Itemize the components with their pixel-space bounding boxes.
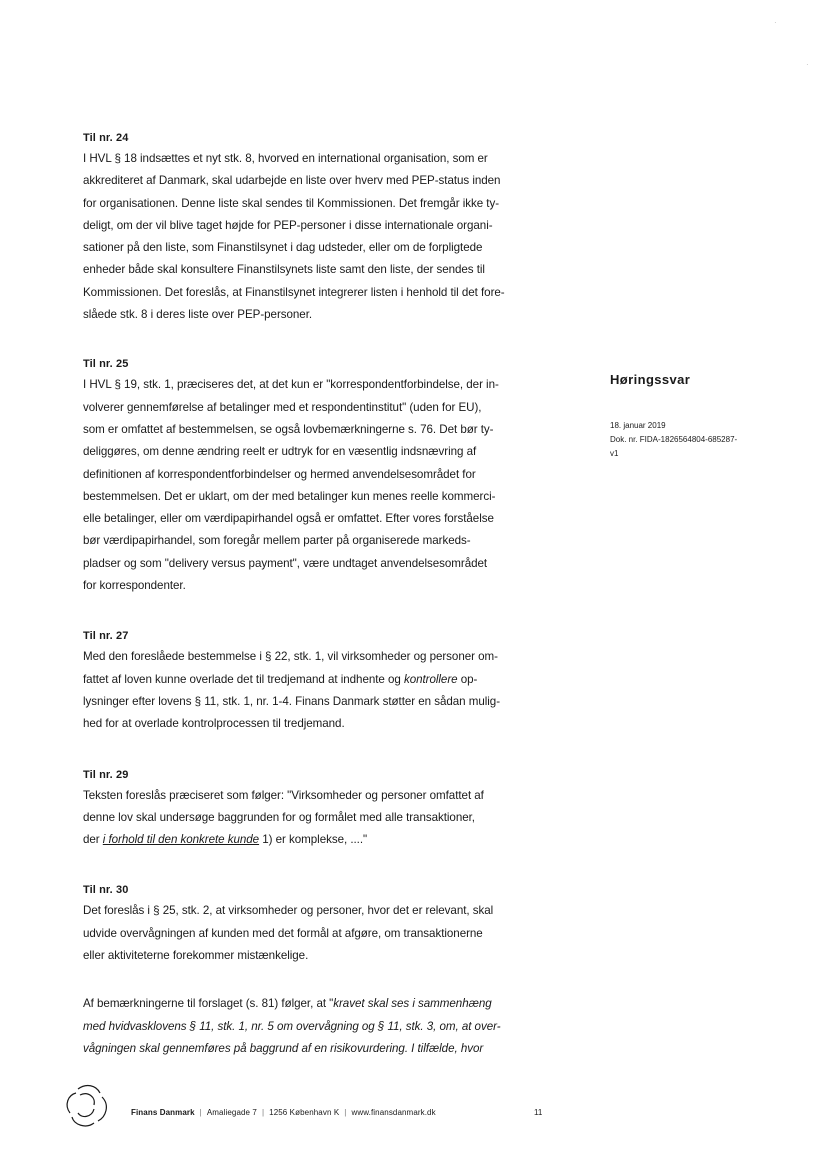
document-type-title: Høringssvar — [610, 372, 691, 387]
document-version: v1 — [610, 449, 619, 458]
footer-city: 1256 København K — [269, 1108, 340, 1117]
footer-brand: Finans Danmark — [131, 1108, 195, 1117]
section-til-nr-30 — [83, 882, 558, 967]
footer-address: Amaliegade 7 — [206, 1108, 257, 1117]
section-til-nr-24 — [83, 130, 558, 326]
footer-website-link[interactable]: www.finansdanmark.dk — [351, 1108, 436, 1117]
section-heading: Til nr. 30 — [83, 884, 129, 897]
section-body: Af bemærkningerne til forslaget (s. 81) følger, at "kravet skal ses i sammenhæng med hvidvasklovens § 11, stk. 1, nr. 5 om overvågning og § 11, stk. 3, om, at over- vågningen skal gennemføres på baggrund af en risikovurdering. I tilfælde, hvor — [83, 997, 501, 1055]
section-body: I HVL § 19, stk. 1, præciseres det, at det kun er "korrespondentforbindelse, der in- volverer gennemførelse af betalinger med et respondentinstitut" (uden for EU), som er omfattet af bestemmelsen, se også lovbemærkningerne s. 76. Det bør ty- deliggøres, om denne ændring reelt er udtryk for en væsentlig indsnævring af definitionen af korrespondentforbindelser og hermed anvendelsesområdet for bestemmelsen. Det er uklart, om der med betalinger kun menes reelle kommerci- elle betalinger, eller om værdipapirhandel også er omfattet. Efter vores forståelse bør værdipapirhandel, som foregår mellem parter på organiserede markeds- pladser og som "delivery versus payment", være undtaget anvendelsesområdet for korrespondenter. — [83, 378, 499, 593]
section-heading: Til nr. 25 — [83, 358, 129, 371]
main-text-column — [83, 130, 558, 1060]
section-heading: Til nr. 24 — [83, 132, 129, 144]
underlined-phrase: i forhold til den konkrete kunde — [102, 833, 260, 847]
page-number: 11 — [534, 1108, 543, 1117]
section-heading: Til nr. 29 — [83, 768, 129, 781]
section-body: Teksten foreslås præciseret som følger: "Virksomheder og personer omfattet af denne lov skal undersøge baggrunden for og formålet med alle transaktioner, der i forhold til den konkrete kunde 1) er komplekse, ...." — [83, 788, 484, 847]
document-date: 18. januar 2019 — [610, 421, 666, 430]
section-body: Med den foreslåede bestemmelse i § 22, stk. 1, vil virksomheder og personer om- fattet af loven kunne overlade det til tredjemand at indhente og kontrollere op- lysninger efter lovens § 11, stk. 1, nr. 1-4. Finans Danmark støtter en sådan mulig- hed for at overlade kontrolprocessen til tredjemand. — [83, 650, 501, 731]
footer-address-line: Finans Danmark | Amaliegade 7 | 1256 København K | www.finansdanmark.dk — [131, 1108, 436, 1117]
italic-emphasis: kontrollere — [403, 672, 458, 686]
document-number: Dok. nr. FIDA-1826564804-685287- — [610, 435, 738, 444]
section-bemaerkninger — [83, 993, 558, 1060]
document-page: · · Til nr. 24 I HVL § 18 indsættes et nyt stk. 8, hvorved en international organisation, som er akkrediteret af Danmark, skal udarbejde en liste over hverv med PEP-status inden for organisationen. Denne liste skal sendes til Kommissionen. Det fremgår ikke ty- deligt, om der vil blive taget højde for PEP-personer i disse internationale organi- sationer på den liste, som Finanstilsynet i dag udsteder, eller om de forpligtede enheder både skal konsultere Finanstilsynets liste samt den liste, der sendes til Kommissionen. Det foreslås, at Finanstilsynet integrerer listen i henhold til det fore- slåede stk. 8 i deres liste over PEP-personer. Til nr. 25 I HVL § 19, stk. 1, præciseres det, at det kun er "korrespondentforbindelse, der in- volverer gennemførelse af betalinger med et respondentinstitut" (uden for EU), som er omfattet af bestemmelsen, se også lovbemærkningerne s. 76. Det bør ty- deliggøres, om denne ændring reelt er udtryk for en væsentlig indsnævring af definitionen af korrespondentforbindelser og hermed anvendelsesområdet for bestemmelsen. Det er uklart, om der med betalinger kun menes reelle kommerci- elle betalinger, eller om værdipapirhandel også er omfattet. Efter vores forståelse bør værdipapirhandel, som foregår mellem parter på organiserede markeds- pladser og som "delivery versus payment", være undtaget anvendelsesområdet for korrespondenter. Til nr. 27 Med den foreslåede bestemmelse i § 22, stk. 1, vil virksomheder og personer om- fattet af loven kunne overlade det til tredjemand at indhente og kontrollere op- lysninger efter lovens § 11, stk. 1, nr. 1-4. Finans Danmark støtter en sådan mulig- hed for at overlade kontrolprocessen til tredjemand. Til nr. 29 Teksten foreslås præciseret som følger: "Virksomheder og personer omfattet af denne lov skal undersøge baggrunden for og formålet med alle transaktioner, der i forhold til den konkrete kunde 1) er komplekse, ...." Til nr. 30 Det foreslås i § 25, stk. 2, at virksomheder og personer, hvor det er relevant, skal udvide overvågningen af kunden med det formål at afgøre, om transaktionerne eller aktiviteterne forekommer mistænkelige. Af bemærkningerne til forslaget (s. 81) følger, at "kravet skal ses i sammenhæng med hvidvasklovens § 11, stk. 1, nr. 5 om overvågning og § 11, stk. 3, om, at over- vågningen skal gennemføres på baggrund af en risikovurdering. I tilfælde, hvor Høringssvar 18. januar 2019 Dok. nr. FIDA-1826564804-685287- v1 Finans Danmark | Amaliegade 7 | 1256 København K | www.finansdanmark.dk 11 — [0, 0, 828, 1169]
finans-danmark-logo-icon — [64, 1083, 110, 1127]
section-heading: Til nr. 27 — [83, 630, 129, 643]
section-til-nr-27 — [83, 628, 558, 735]
sidebar — [610, 372, 810, 461]
section-til-nr-29 — [83, 767, 558, 852]
section-body: I HVL § 18 indsættes et nyt stk. 8, hvorved en international organisation, som er akkrediteret af Danmark, skal udarbejde en liste over hverv med PEP-status inden for organisationen. Denne liste skal sendes til Kommissionen. Det fremgår ikke ty- deligt, om der vil blive taget højde for PEP-personer i disse internationale organi- sationer på den liste, som Finanstilsynet i dag udsteder, eller om de forpligtede enheder både skal konsultere Finanstilsynets liste samt den liste, der sendes til Kommissionen. Det foreslås, at Finanstilsynet integrerer listen i henhold til det fore- slåede stk. 8 i deres liste over PEP-personer. — [83, 152, 505, 322]
section-til-nr-25 — [83, 356, 558, 597]
page-footer — [64, 1083, 604, 1127]
section-body: Det foreslås i § 25, stk. 2, at virksomheder og personer, hvor det er relevant, skal udvide overvågningen af kunden med det formål at afgøre, om transaktionerne eller aktiviteterne forekommer mistænkelige. — [83, 904, 494, 963]
